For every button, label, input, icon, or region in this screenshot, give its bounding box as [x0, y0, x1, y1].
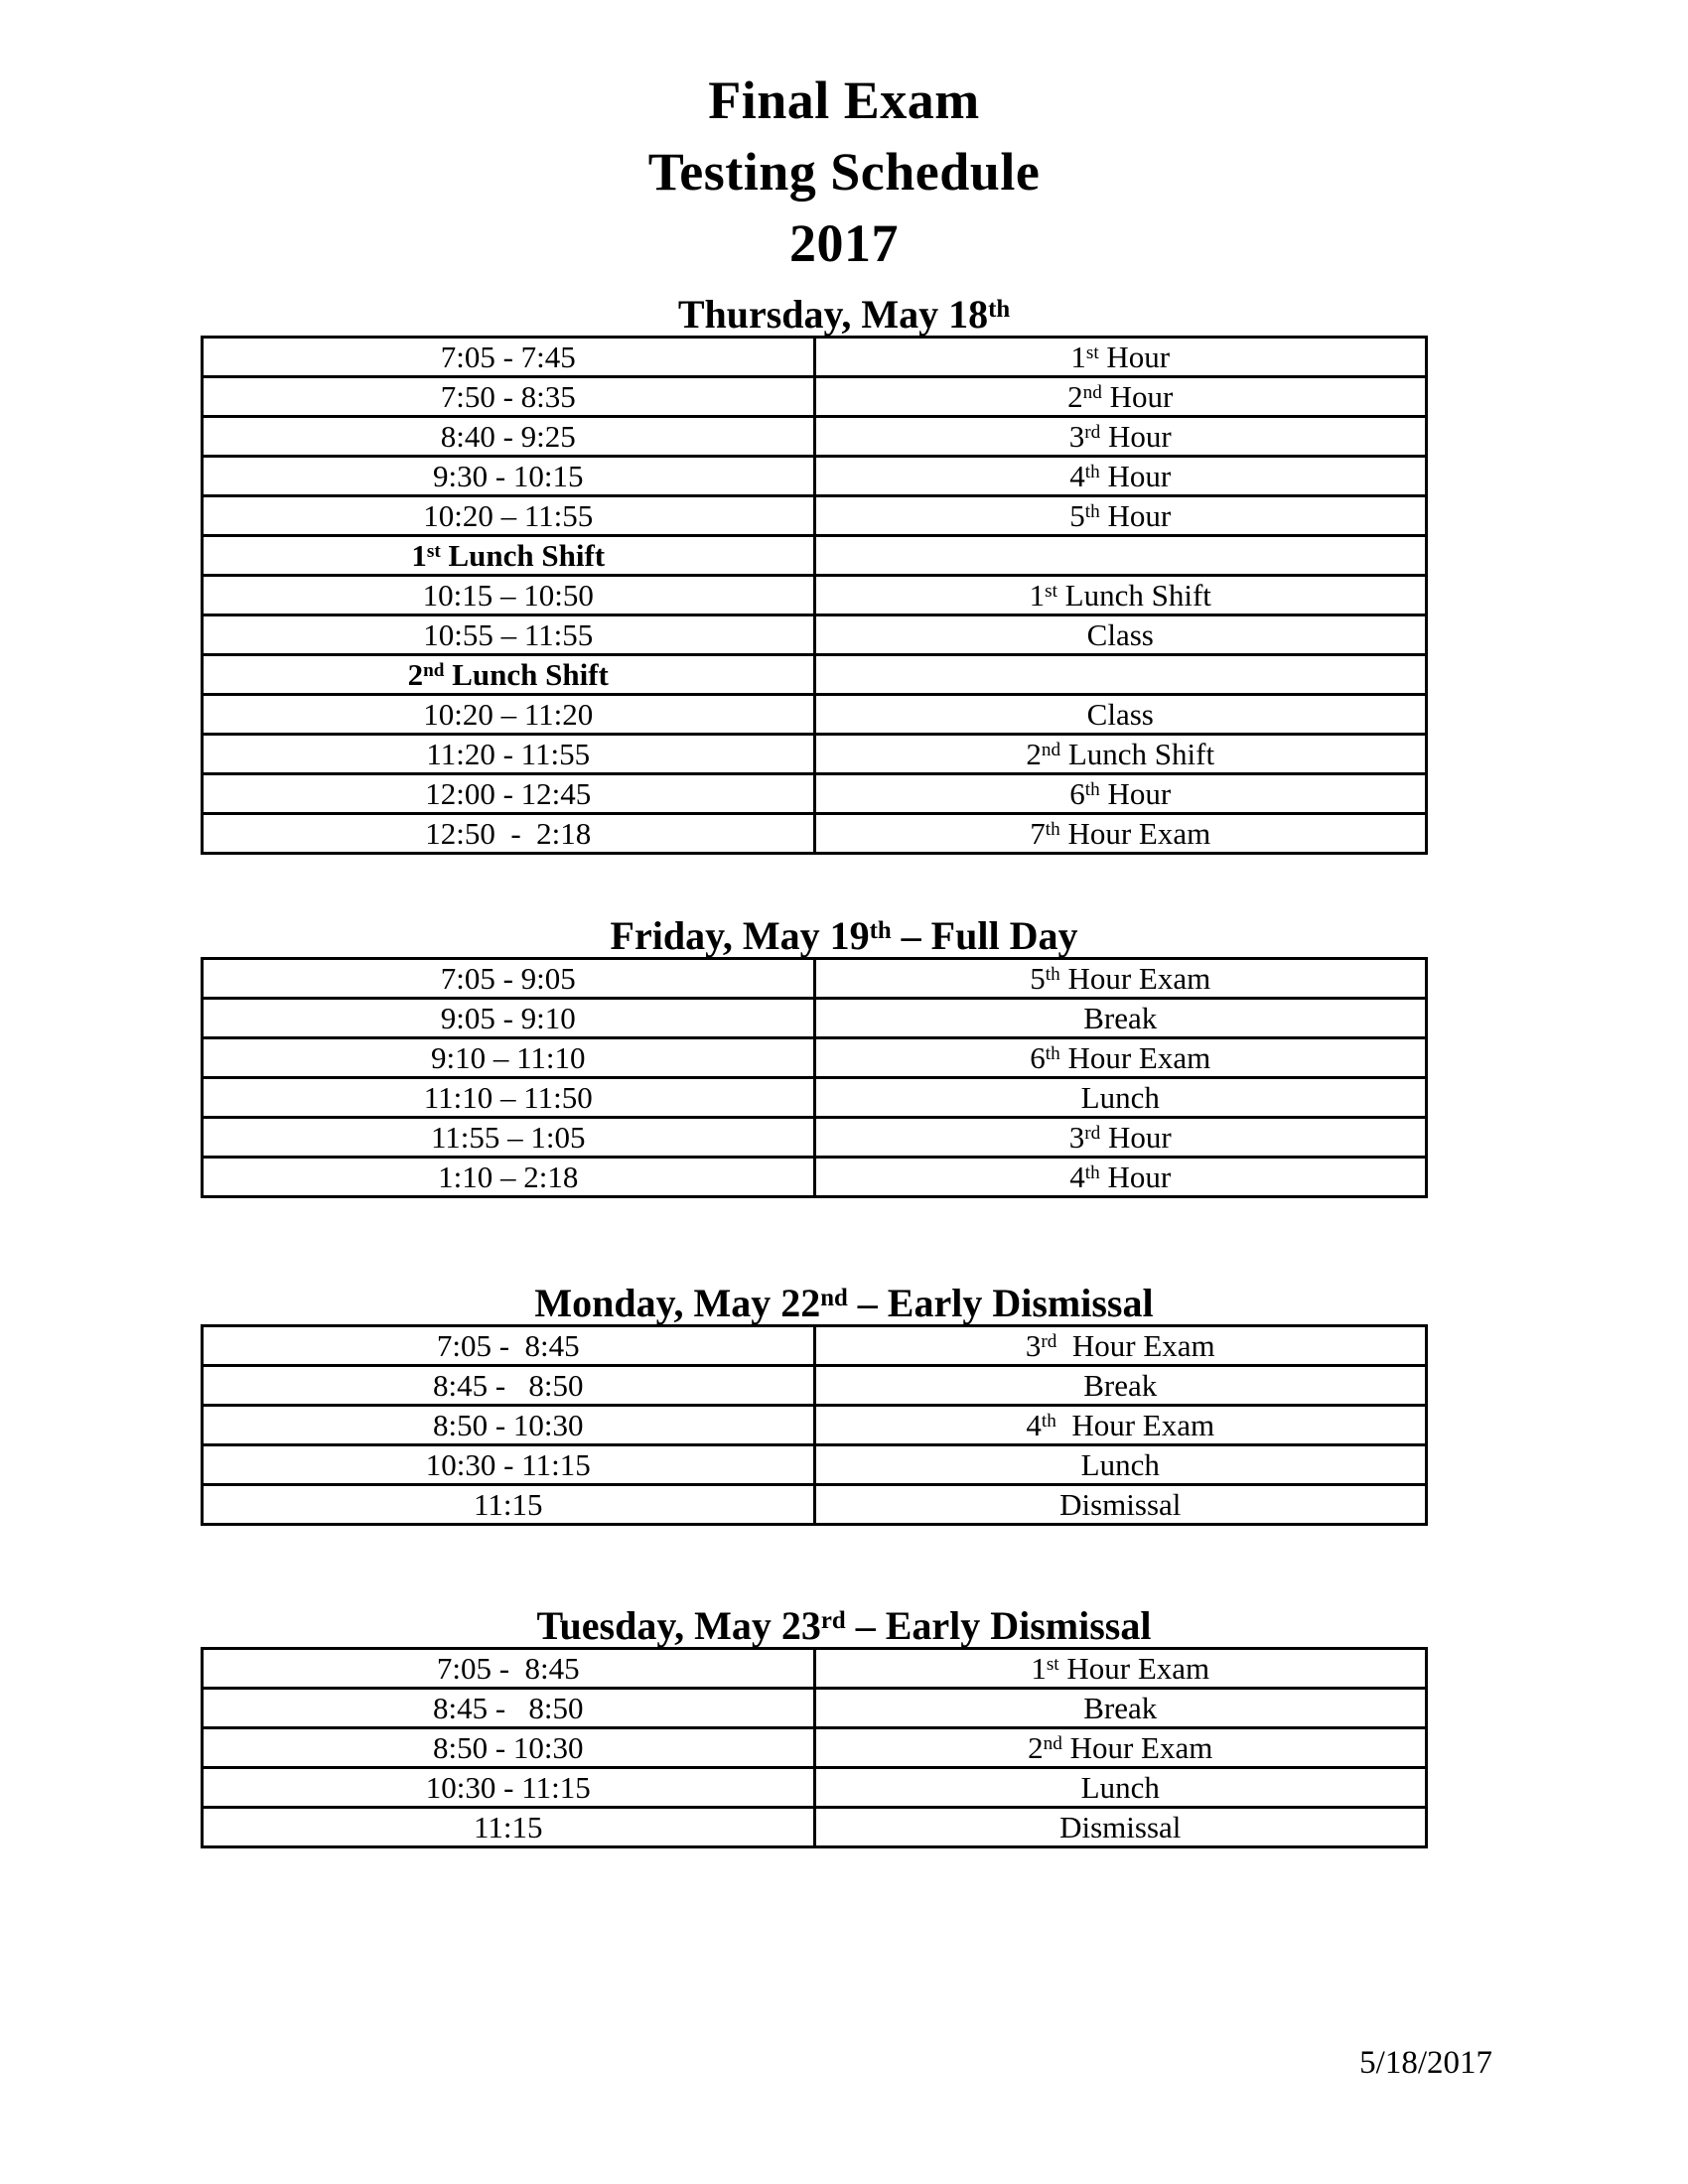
time-cell: 9:10 – 11:10 [203, 1038, 815, 1078]
schedule-row [203, 417, 1427, 457]
schedule-row [203, 774, 1427, 814]
activity-cell: 1st Lunch Shift [814, 576, 1427, 615]
schedule-row [203, 377, 1427, 417]
schedule-row [203, 999, 1427, 1038]
time-cell: 12:00 - 12:45 [203, 774, 815, 814]
activity-cell [814, 655, 1427, 695]
title-line-3: 2017 [789, 213, 899, 273]
schedule-table [201, 336, 1428, 855]
time-cell: 8:45 - 8:50 [203, 1689, 815, 1728]
activity-cell: Class [814, 695, 1427, 735]
document-title [0, 65, 1688, 279]
time-cell: 10:30 - 11:15 [203, 1768, 815, 1808]
schedule-row [203, 1118, 1427, 1158]
time-cell: 9:05 - 9:10 [203, 999, 815, 1038]
time-cell: 7:05 - 7:45 [203, 338, 815, 377]
section-heading: Monday, May 22nd – Early Dismissal [534, 1281, 1154, 1325]
activity-cell: Lunch [814, 1768, 1427, 1808]
activity-cell: 2nd Hour Exam [814, 1728, 1427, 1768]
time-cell: 11:15 [203, 1808, 815, 1847]
activity-cell: 3rd Hour Exam [814, 1326, 1427, 1366]
activity-cell: 6th Hour Exam [814, 1038, 1427, 1078]
section-tuesday [0, 1605, 1688, 1848]
time-cell: 11:15 [203, 1485, 815, 1525]
activity-cell: 4th Hour [814, 1158, 1427, 1197]
schedule-row [203, 496, 1427, 536]
activity-cell: 5th Hour Exam [814, 959, 1427, 999]
schedule-row [203, 457, 1427, 496]
time-cell: 7:05 - 8:45 [203, 1649, 815, 1689]
schedule-row [203, 1445, 1427, 1485]
time-cell: 7:05 - 9:05 [203, 959, 815, 999]
time-cell: 7:05 - 8:45 [203, 1326, 815, 1366]
time-cell: 10:55 – 11:55 [203, 615, 815, 655]
section-thursday [0, 294, 1688, 855]
time-cell: 11:55 – 1:05 [203, 1118, 815, 1158]
schedule-row [203, 338, 1427, 377]
schedule-row [203, 576, 1427, 615]
time-cell: 8:50 - 10:30 [203, 1406, 815, 1445]
schedule-table [201, 957, 1428, 1198]
title-line-1: Final Exam [708, 70, 980, 130]
activity-cell: Lunch [814, 1078, 1427, 1118]
schedule-row [203, 615, 1427, 655]
schedule-row [203, 1038, 1427, 1078]
time-cell: 10:20 – 11:55 [203, 496, 815, 536]
activity-cell: 2nd Hour [814, 377, 1427, 417]
schedule-table [201, 1324, 1428, 1526]
activity-cell: Lunch [814, 1445, 1427, 1485]
activity-cell: 3rd Hour [814, 1118, 1427, 1158]
activity-cell: 1st Hour [814, 338, 1427, 377]
schedule-row [203, 959, 1427, 999]
activity-cell: 7th Hour Exam [814, 814, 1427, 854]
section-friday [0, 915, 1688, 1198]
activity-cell: 5th Hour [814, 496, 1427, 536]
schedule-row [203, 1406, 1427, 1445]
time-cell: 8:45 - 8:50 [203, 1366, 815, 1406]
section-heading: Friday, May 19th – Full Day [610, 913, 1078, 958]
schedule-row [203, 735, 1427, 774]
schedule-row [203, 655, 1427, 695]
activity-cell: 6th Hour [814, 774, 1427, 814]
activity-cell [814, 536, 1427, 576]
time-cell: 7:50 - 8:35 [203, 377, 815, 417]
schedule-row [203, 1366, 1427, 1406]
schedule-row [203, 1728, 1427, 1768]
time-cell: 1st Lunch Shift [203, 536, 815, 576]
time-cell: 8:50 - 10:30 [203, 1728, 815, 1768]
schedule-table [201, 1647, 1428, 1848]
schedule-row [203, 1808, 1427, 1847]
activity-cell: Break [814, 1689, 1427, 1728]
footer-date: 5/18/2017 [1359, 2045, 1492, 2081]
schedule-row [203, 1485, 1427, 1525]
section-heading: Thursday, May 18th [677, 292, 1011, 337]
section-heading: Tuesday, May 23rd – Early Dismissal [536, 1603, 1152, 1648]
time-cell: 9:30 - 10:15 [203, 457, 815, 496]
activity-cell: Break [814, 1366, 1427, 1406]
schedule-row [203, 1649, 1427, 1689]
schedule-row [203, 695, 1427, 735]
schedule-row [203, 1158, 1427, 1197]
activity-cell: 3rd Hour [814, 417, 1427, 457]
activity-cell: 1st Hour Exam [814, 1649, 1427, 1689]
section-monday [0, 1283, 1688, 1526]
schedule-row [203, 814, 1427, 854]
time-cell: 11:20 - 11:55 [203, 735, 815, 774]
schedule-row [203, 1326, 1427, 1366]
activity-cell: Class [814, 615, 1427, 655]
schedule-row [203, 1768, 1427, 1808]
activity-cell: 2nd Lunch Shift [814, 735, 1427, 774]
activity-cell: Dismissal [814, 1485, 1427, 1525]
schedule-row [203, 536, 1427, 576]
activity-cell: Dismissal [814, 1808, 1427, 1847]
schedule-row [203, 1078, 1427, 1118]
activity-cell: Break [814, 999, 1427, 1038]
time-cell: 12:50 - 2:18 [203, 814, 815, 854]
time-cell: 10:20 – 11:20 [203, 695, 815, 735]
time-cell: 10:15 – 10:50 [203, 576, 815, 615]
activity-cell: 4th Hour Exam [814, 1406, 1427, 1445]
activity-cell: 4th Hour [814, 457, 1427, 496]
time-cell: 11:10 – 11:50 [203, 1078, 815, 1118]
time-cell: 1:10 – 2:18 [203, 1158, 815, 1197]
title-line-2: Testing Schedule [647, 142, 1041, 202]
time-cell: 8:40 - 9:25 [203, 417, 815, 457]
schedule-row [203, 1689, 1427, 1728]
time-cell: 10:30 - 11:15 [203, 1445, 815, 1485]
time-cell: 2nd Lunch Shift [203, 655, 815, 695]
